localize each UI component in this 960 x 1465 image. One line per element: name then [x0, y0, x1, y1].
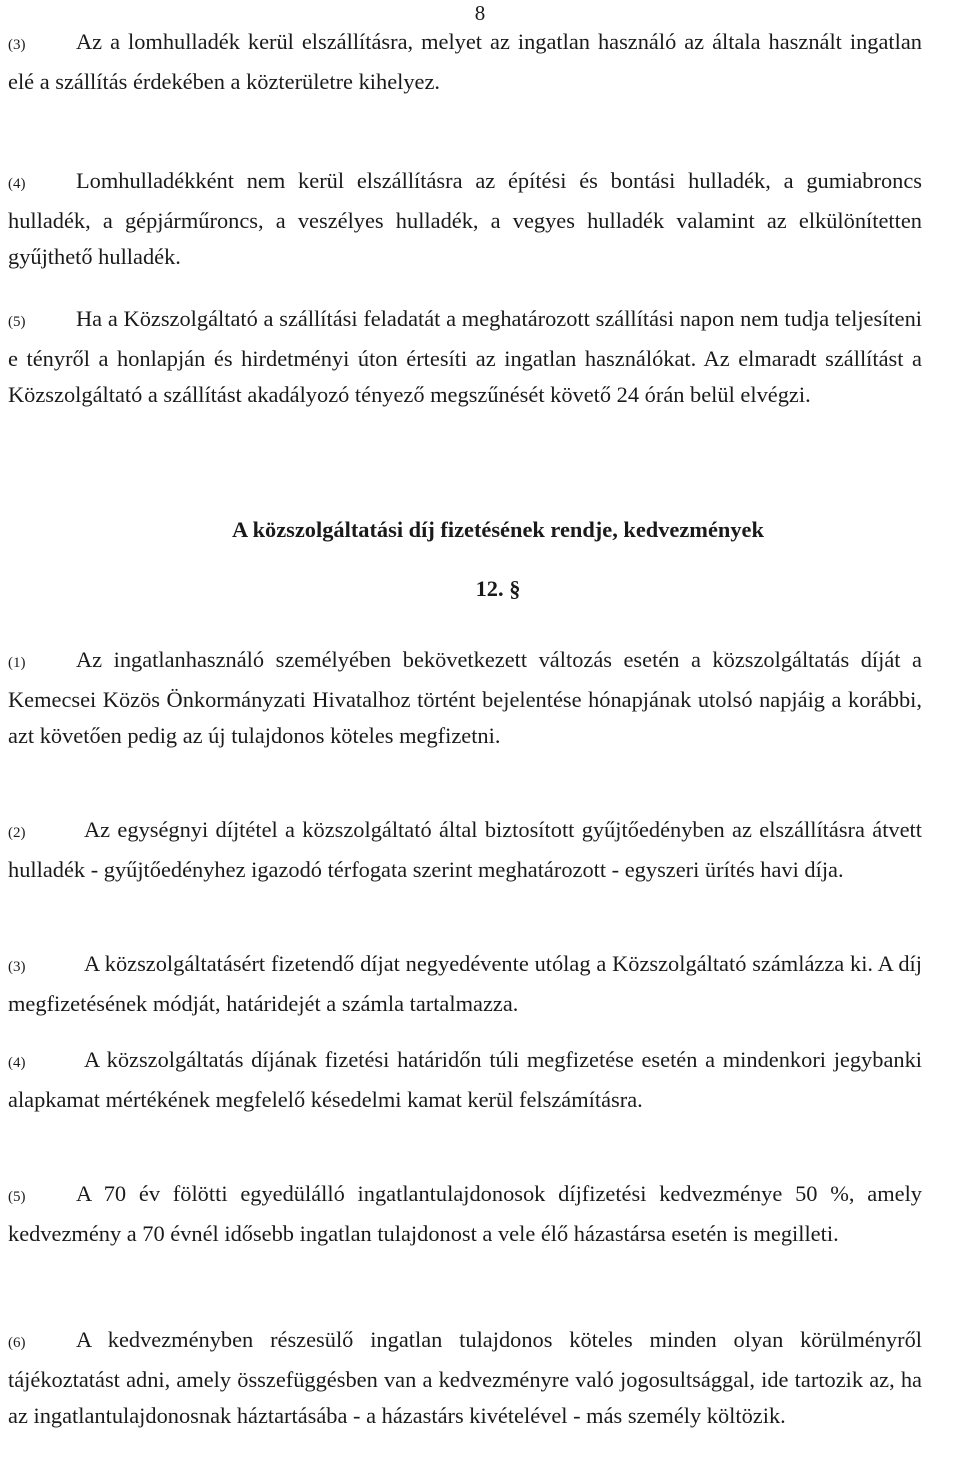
paragraph-4-top [8, 163, 922, 276]
paragraph-3 [8, 946, 922, 1022]
paragraph-text: Lomhulladékként nem kerül elszállításra az építési és bontási hulladék, a gumiabroncs hulladék, a gépjárműroncs, a veszélyes hulladék, a vegyes hulladék valamint az elkülönítetten gyűjthető hulladék. [8, 168, 922, 270]
paragraph-number: (4) [8, 1055, 26, 1071]
paragraph-text: Ha a Közszolgáltató a szállítási feladatát a meghatározott szállítási napon nem tudja teljesíteni e tényről a honlapján és hirdetményi úton értesíti az ingatlan használókat. Az elmaradt szállítást a Közszolgáltató a szállítást akadályozó tényező megszűnését követő 24 órán belül elvégzi. [8, 306, 922, 408]
paragraph-number: (5) [8, 1189, 26, 1205]
paragraph-number: (6) [8, 1335, 26, 1351]
paragraph-number: (4) [8, 176, 26, 192]
paragraph-2 [8, 812, 922, 888]
section-number: 12. § [475, 576, 521, 601]
paragraph-text: Az a lomhulladék kerül elszállításra, melyet az ingatlan használó az általa használt ingatlan elé a szállítás érdekében a közterületre kihelyez. [8, 29, 922, 94]
paragraph-number: (3) [8, 37, 26, 53]
paragraph-5-top [8, 301, 922, 414]
paragraph-text: Az egységnyi díjtétel a közszolgáltató által biztosított gyűjtőedényben az elszállításra átvett hulladék - gyűjtőedényhez igazodó térfogata szerint meghatározott - egyszeri ürítés havi díja. [8, 817, 922, 882]
paragraph-text: Az ingatlanhasználó személyében bekövetkezett változás esetén a közszolgáltatás díját a Kemecsei Közös Önkormányzati Hivatalhoz történt bejelentése hónapjának utolsó napjáig a korábbi, azt követően pedig az új tulajdonos köteles megfizetni. [8, 647, 922, 749]
paragraph-3-top [8, 24, 922, 100]
paragraph-number: (2) [8, 825, 26, 841]
paragraph-text: A 70 év fölötti egyedülálló ingatlantulajdonosok díjfizetési kedvezménye 50 %, amely kedvezmény a 70 évnél idősebb ingatlan tulajdonost a vele élő házastársa esetén is megilleti. [8, 1181, 922, 1246]
paragraph-number: (5) [8, 314, 26, 330]
paragraph-4 [8, 1042, 922, 1118]
paragraph-6 [8, 1322, 922, 1435]
paragraph-1 [8, 642, 922, 755]
section-heading: A közszolgáltatási díj fizetésének rendje, kedvezmények [232, 517, 764, 542]
paragraph-text: A közszolgáltatás díjának fizetési határidőn túli megfizetése esetén a mindenkori jegybanki alapkamat mértékének megfelelő késedelmi kamat kerül felszámításra. [8, 1047, 922, 1112]
paragraph-number: (1) [8, 655, 26, 671]
page-number: 8 [474, 1, 486, 25]
paragraph-text: A közszolgáltatásért fizetendő díjat negyedévente utólag a Közszolgáltató számlázza ki. A díj megfizetésének módját, határidejét a számla tartalmazza. [8, 951, 922, 1016]
paragraph-number: (3) [8, 959, 26, 975]
paragraph-5 [8, 1176, 922, 1252]
paragraph-text: A kedvezményben részesülő ingatlan tulajdonos köteles minden olyan körülményről tájékoztatást adni, amely összefüggésben van a kedvezményre való jogosultsággal, ide tartozik az, ha az ingatlantulajdonosnak háztartásába - a házastárs kivételével - más személy költözik. [8, 1327, 922, 1429]
